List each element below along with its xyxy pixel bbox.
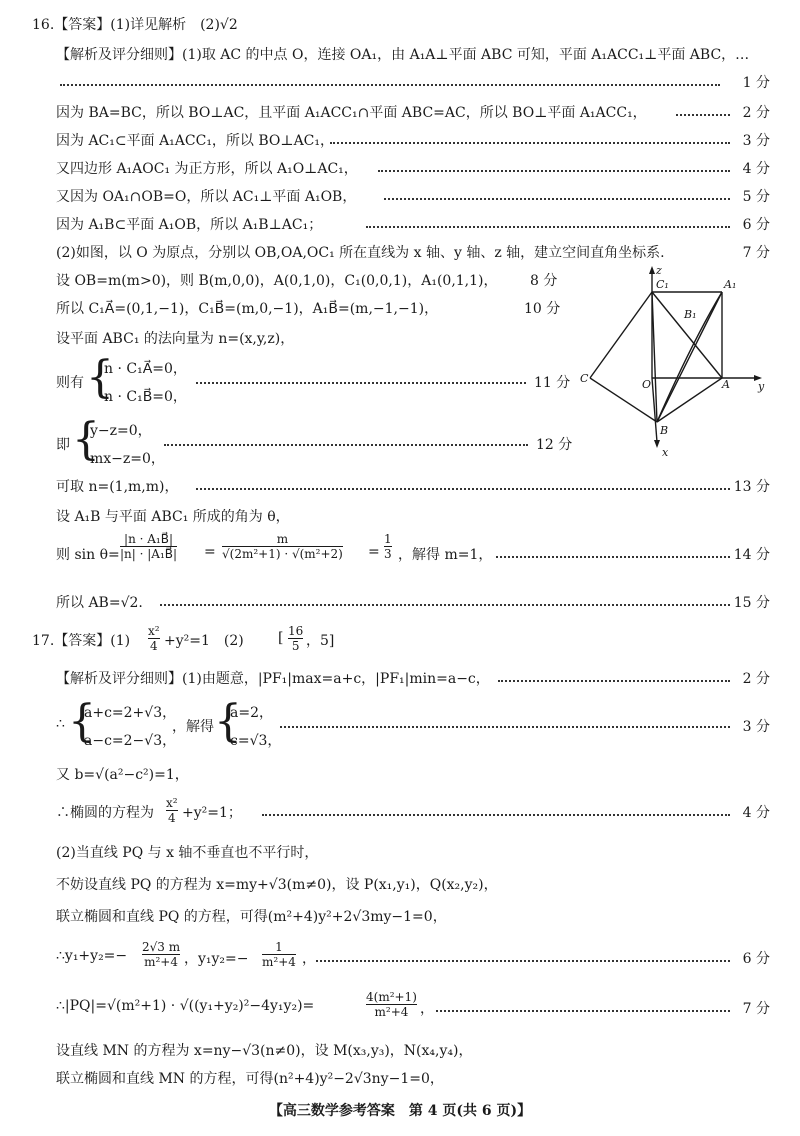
- q16-line-5: [0, 186, 800, 208]
- system-eq-b: a−c=2−√3，: [84, 733, 177, 749]
- score-6: 6 分: [742, 217, 770, 233]
- q16-line-6: [0, 214, 800, 236]
- numerator: x²: [166, 796, 178, 810]
- denominator: 4: [167, 811, 176, 825]
- q17-bracket-open: [: [278, 630, 284, 646]
- denominator: |n| · |A₁B⃗|: [120, 547, 178, 561]
- pq-length-suffix: ，: [420, 1001, 434, 1017]
- vieta-prefix: ∴y₁+y₂=−: [56, 948, 128, 964]
- score-12: 12 分: [536, 437, 573, 453]
- q16-text-1: 【解析及评分细则】(1)取 AC 的中点 O，连接 OA₁，由 A₁A⊥平面 ABC 可知，平面 A₁ACC₁⊥平面 ABC，…: [56, 47, 750, 63]
- q16-text-3: 因为 AC₁⊂平面 A₁ACC₁，所以 BO⊥AC₁，: [56, 133, 335, 149]
- sin-prefix: 则 sin θ=: [56, 547, 120, 563]
- q16-sin-formula: [0, 532, 800, 576]
- q17-line-3: [0, 764, 800, 786]
- q16-text-5: 又因为 OA₁∩OB=O，所以 AC₁⊥平面 A₁OB，: [56, 189, 357, 205]
- x-arrow: [654, 440, 660, 448]
- label-o: O: [642, 378, 652, 391]
- q17-text-6: 不妨设直线 PQ 的方程为 x=my+√3(m≠0)，设 P(x₁,y₁)，Q(x₂,y₂)，: [56, 877, 498, 893]
- page-footer: 【高三数学参考答案 第 4 页(共 6 页)】: [268, 1103, 532, 1119]
- left-brace: {: [214, 696, 242, 747]
- q16-text-9: 所以 C₁A⃗=(0,1,−1)，C₁B⃗=(m,0,−1)，A₁B⃗=(m,−1,−1)，: [56, 301, 439, 317]
- label-a1: A₁: [724, 278, 737, 291]
- q16-line-16: [0, 592, 800, 614]
- score-13: 13 分: [733, 479, 770, 495]
- system-eq-a: a+c=2+√3，: [84, 705, 177, 721]
- q16-answer-header: [0, 14, 800, 36]
- score-q17-7: 7 分: [742, 1001, 770, 1017]
- score-8: 8 分: [530, 273, 558, 289]
- numerator: |n · A₁B⃗|: [124, 532, 174, 546]
- dotted-leader: [60, 84, 720, 86]
- q17-line-5: [0, 842, 800, 864]
- score-2: 2 分: [742, 105, 770, 121]
- fraction-product: [262, 940, 296, 969]
- q17-text-3: 又 b=√(a²−c²)=1，: [56, 767, 189, 783]
- q17-text-11: 联立椭圆和直线 MN 的方程，可得(n²+4)y²−2√3ny−1=0，: [56, 1071, 444, 1087]
- q16-text-10: 设平面 ABC₁ 的法向量为 n=(x,y,z)，: [56, 331, 295, 347]
- denominator: m²+4: [142, 954, 180, 969]
- ellipse-eq-suffix: +y²=1；: [182, 805, 242, 821]
- dotted-leader: [164, 444, 528, 446]
- label-b1: B₁: [684, 308, 697, 321]
- denominator: m²+4: [366, 1004, 417, 1019]
- label-x: x: [662, 446, 669, 459]
- score-7: 7 分: [742, 245, 770, 261]
- dotted-leader: [436, 1010, 730, 1012]
- system-eq-d: c=√3，: [230, 733, 282, 749]
- vieta-mid: ，y₁y₂=−: [184, 951, 249, 967]
- q17-line-4: [0, 796, 800, 832]
- solve-text: ，解得: [172, 719, 214, 735]
- dotted-leader: [280, 726, 730, 728]
- dotted-leader: [676, 114, 730, 116]
- ellipse-eq-prefix: ∴椭圆的方程为: [56, 805, 154, 821]
- label-c: C: [580, 372, 589, 385]
- system-prefix: 则有: [56, 375, 84, 391]
- q16-line-2: [0, 102, 800, 124]
- equals: =: [204, 544, 216, 560]
- numerator: 1: [275, 940, 283, 954]
- q16-text-7: (2)如图，以 O 为原点，分别以 OB,OA,OC₁ 所在直线为 x 轴、y 轴、z 轴，建立空间直角坐标系.: [56, 245, 665, 261]
- sin-suffix: ，解得 m=1，: [398, 547, 493, 563]
- dotted-leader: [160, 604, 730, 606]
- fraction-x2-4: [166, 796, 178, 825]
- edge-c-c1: [590, 292, 652, 378]
- q17-system: [0, 696, 800, 752]
- fraction-sum: [142, 940, 180, 969]
- q17-line-8: [0, 940, 800, 980]
- dotted-leader: [330, 142, 730, 144]
- q17-line-7: [0, 906, 800, 928]
- label-b: B: [660, 424, 669, 437]
- denominator: 5: [288, 638, 303, 653]
- q16-line-3: [0, 130, 800, 152]
- system-eq-b: n · C₁B⃗=0，: [104, 389, 187, 405]
- left-brace: {: [72, 414, 100, 465]
- system-eq-b: mx−z=0，: [90, 451, 165, 467]
- dotted-leader: [196, 488, 730, 490]
- system-prefix: 即: [56, 437, 70, 453]
- score-q17-2: 2 分: [742, 671, 770, 687]
- dotted-leader: [498, 680, 730, 682]
- q17-line-9: [0, 990, 800, 1030]
- q16-line-1: [0, 44, 800, 66]
- equals: =: [368, 544, 380, 560]
- q16-line-14: [0, 506, 800, 528]
- fraction-2: [222, 532, 343, 561]
- q17-line-6: [0, 874, 800, 896]
- q16-text-6: 因为 A₁B⊂平面 A₁OB，所以 A₁B⊥AC₁；: [56, 217, 323, 233]
- dotted-leader: [262, 814, 730, 816]
- q17-text-1: 【解析及评分细则】(1)由题意，|PF₁|max=a+c，|PF₁|min=a−c，: [56, 671, 490, 687]
- therefore: ∴: [56, 716, 65, 732]
- q16-line-7: [0, 242, 800, 264]
- system-eq-a: n · C₁A⃗=0，: [104, 361, 187, 377]
- fraction-3: [384, 532, 392, 561]
- z-arrow: [649, 266, 655, 274]
- score-11: 11 分: [534, 375, 571, 391]
- q16-line-1-score: [0, 72, 800, 94]
- q17-header-post: ，5]: [306, 633, 335, 649]
- q17-answer-header: [0, 624, 800, 660]
- numerator: 16: [288, 624, 304, 638]
- q16-text-16: 所以 AB=√2.: [56, 595, 143, 611]
- score-15: 15 分: [733, 595, 770, 611]
- dotted-leader: [496, 556, 730, 558]
- pq-length-prefix: ∴|PQ|=√(m²+1) · √((y₁+y₂)²−4y₁y₂)=: [56, 998, 315, 1014]
- geometry-diagram: [582, 262, 782, 462]
- left-brace: {: [68, 696, 96, 747]
- fraction-pq: [366, 990, 417, 1019]
- fraction-1: [120, 532, 177, 561]
- score-14: 14 分: [733, 547, 770, 563]
- dotted-leader: [378, 170, 730, 172]
- q16-text-4: 又四边形 A₁AOC₁ 为正方形，所以 A₁O⊥AC₁，: [56, 161, 358, 177]
- denominator: 3: [384, 547, 392, 561]
- dotted-leader: [366, 226, 730, 228]
- system-eq-a: y−z=0，: [90, 423, 152, 439]
- score-4: 4 分: [742, 161, 770, 177]
- fraction-x2-4: [148, 624, 160, 653]
- system-eq-c: a=2，: [230, 705, 273, 721]
- dotted-leader: [196, 382, 526, 384]
- fraction-16-5: [288, 624, 303, 653]
- dotted-leader: [316, 960, 730, 962]
- q16-line-13: [0, 476, 800, 498]
- q17-header-text: 17.【答案】(1): [32, 633, 131, 649]
- score-q17-3: 3 分: [742, 719, 770, 735]
- left-brace: {: [86, 352, 114, 403]
- q17-line-11: [0, 1068, 800, 1090]
- denominator: 4: [149, 639, 158, 653]
- q16-text-8: 设 OB=m(m>0)，则 B(m,0,0)，A(0,1,0)，C₁(0,0,1)，A₁(0,1,1)，: [56, 273, 498, 289]
- q17-header-mid: +y²=1 (2): [164, 633, 244, 649]
- q17-text-5: (2)当直线 PQ 与 x 轴不垂直也不平行时，: [56, 845, 319, 861]
- numerator: 2√3 m: [142, 940, 181, 954]
- label-a: A: [722, 378, 730, 391]
- edge-c1-a: [652, 292, 722, 378]
- score-5: 5 分: [742, 189, 770, 205]
- denominator: m²+4: [262, 955, 296, 969]
- score-q17-6: 6 分: [742, 951, 770, 967]
- q16-text-14: 设 A₁B 与平面 ABC₁ 所成的角为 θ，: [56, 509, 290, 525]
- q16-line-4: [0, 158, 800, 180]
- denominator: √(2m²+1) · √(m²+2): [222, 547, 343, 561]
- q16-text-2: 因为 BA=BC，所以 BO⊥AC，且平面 A₁ACC₁∩平面 ABC=AC，所以 BO⊥平面 A₁ACC₁，: [56, 105, 647, 121]
- score-1: 1 分: [742, 75, 770, 91]
- q17-text-7: 联立椭圆和直线 PQ 的方程，可得(m²+4)y²+2√3my−1=0，: [56, 909, 447, 925]
- dotted-leader: [384, 198, 730, 200]
- numerator: x²: [148, 624, 160, 638]
- numerator: 1: [384, 532, 392, 546]
- q17-text-10: 设直线 MN 的方程为 x=ny−√3(n≠0)，设 M(x₃,y₃)，N(x₄,y₄)，: [56, 1043, 473, 1059]
- label-c1: C₁: [656, 278, 669, 291]
- score-9: 10 分: [524, 301, 561, 317]
- score-q17-4: 4 分: [742, 805, 770, 821]
- score-3: 3 分: [742, 133, 770, 149]
- label-z: z: [656, 264, 662, 277]
- q16-header-text: 16.【答案】(1)详见解析 (2)√2: [32, 17, 238, 33]
- label-y: y: [758, 380, 765, 393]
- q16-text-13: 可取 n=(1,m,m)，: [56, 479, 179, 495]
- numerator: m: [276, 532, 289, 546]
- q17-line-1: [0, 668, 800, 690]
- vieta-suffix: ，: [302, 951, 316, 967]
- numerator: 4(m²+1): [366, 990, 417, 1004]
- q17-line-10: [0, 1040, 800, 1062]
